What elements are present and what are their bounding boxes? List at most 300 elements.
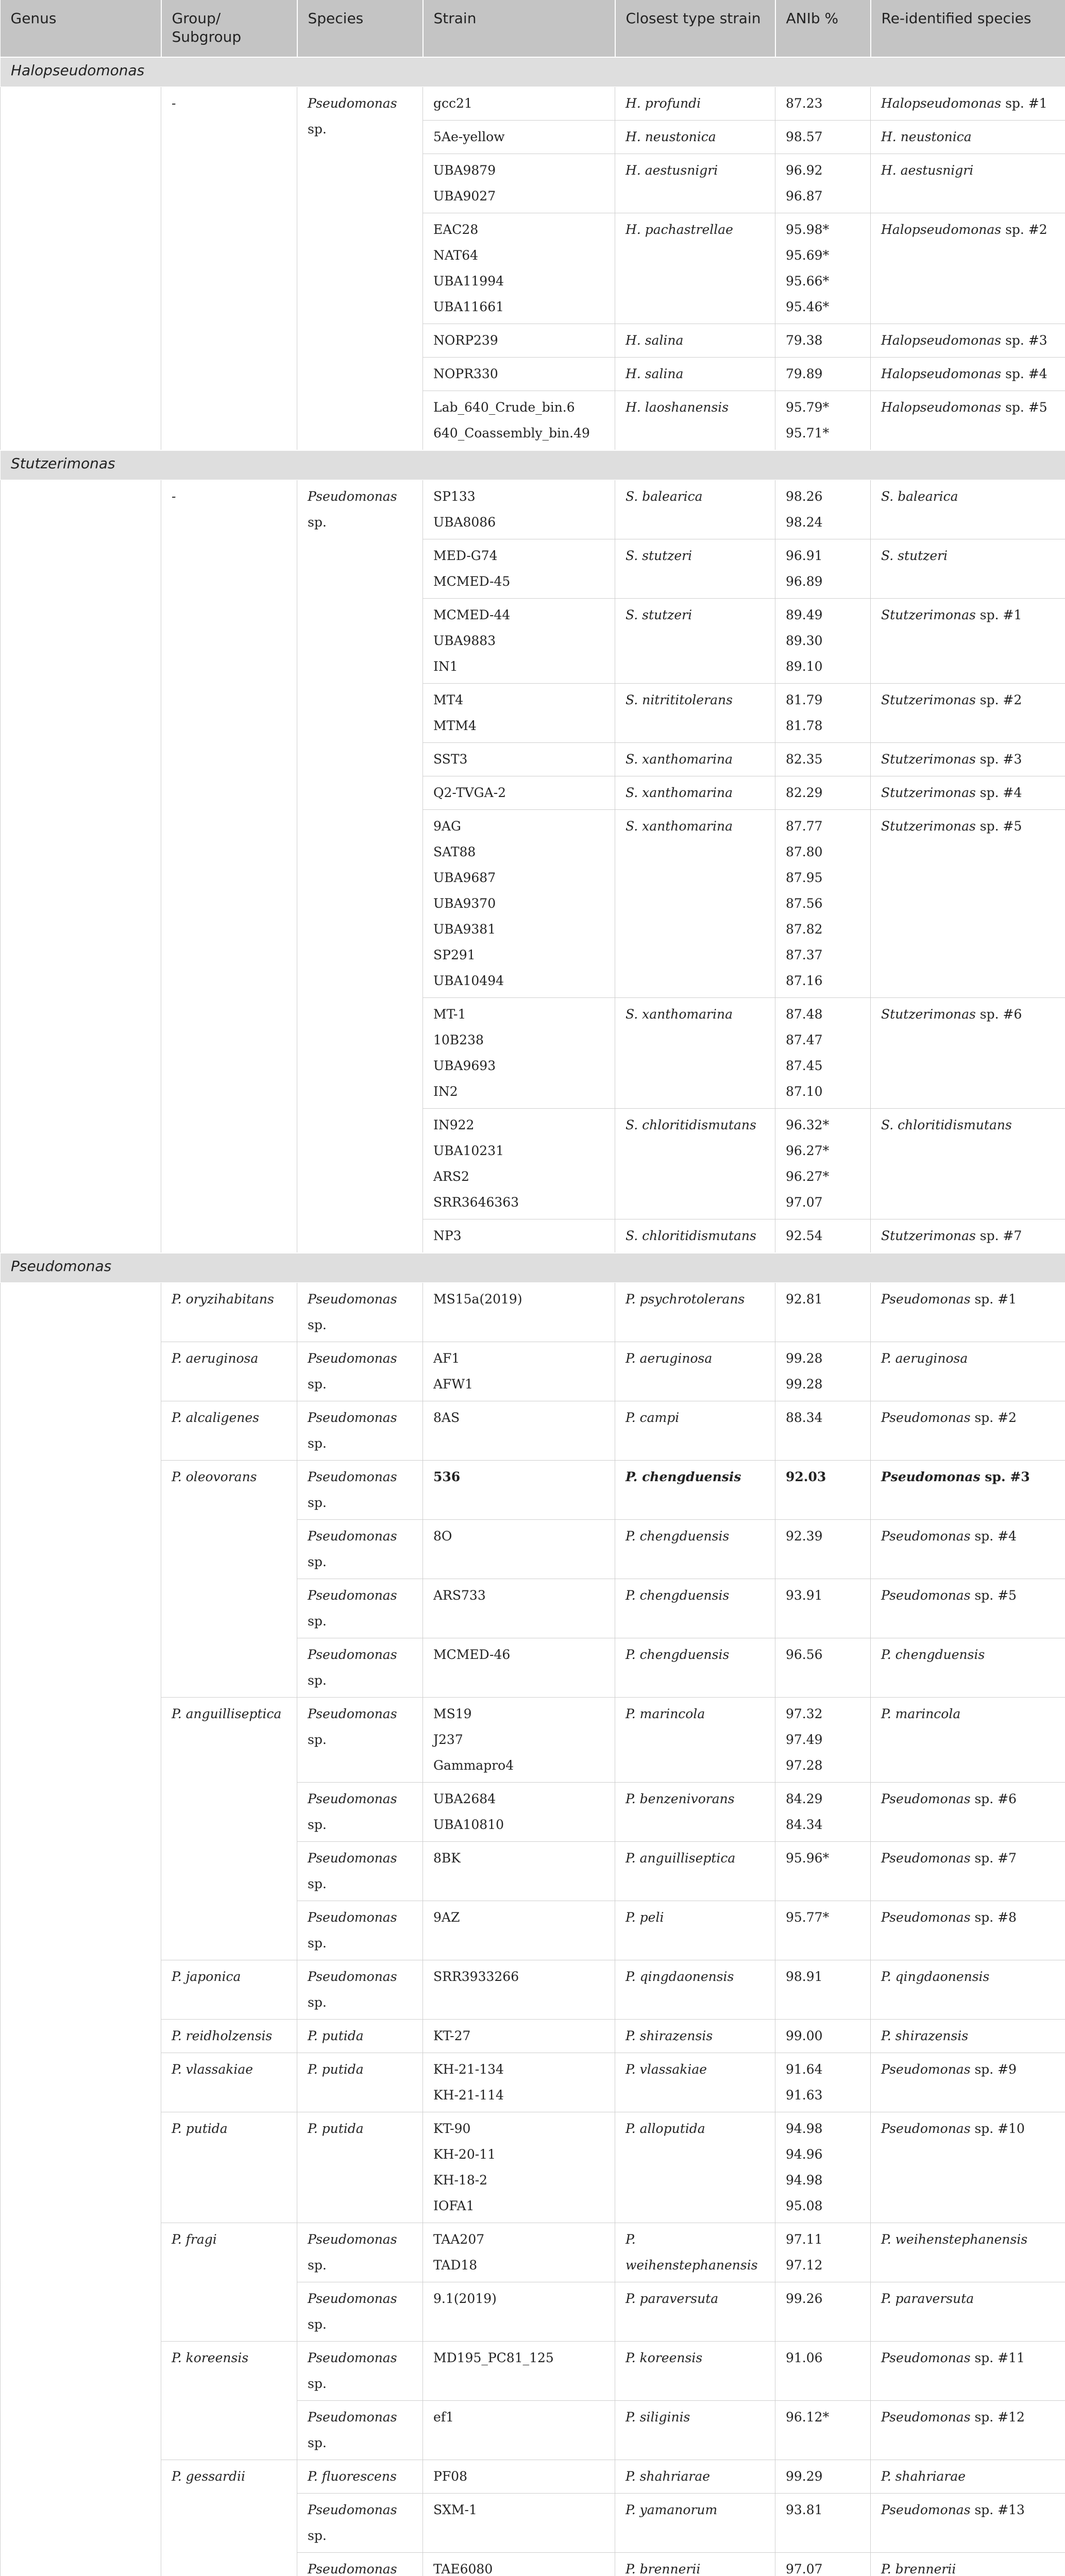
reidentified-species-cell [871,743,1065,776]
strain-cell [423,810,615,998]
anib-cell [775,121,871,154]
reidentified-species-cell [871,2342,1065,2401]
anib-cell-line: 92.81 [786,1292,823,1307]
strain-cell [423,684,615,743]
reidentified-genus-text: Stutzerimonas sp. #7 [881,1228,1022,1243]
anib-cell [775,539,871,599]
anib-cell-line: 91.64 [786,2062,823,2077]
anib-cell-line: 89.49 [786,607,823,622]
column-header: Genus [1,0,161,57]
reidentified-species-cell [871,810,1065,998]
reidentified-genus-text: Pseudomonas sp. #10 [881,2121,1025,2136]
anib-cell-line: 89.10 [786,659,823,674]
anib-cell-line: 87.45 [786,1058,823,1073]
group-cell: P. putida [161,2112,297,2223]
reidentified-species-cell: P. shahriarae [871,2460,1065,2494]
anib-cell-line: 97.49 [786,1732,823,1747]
anib-cell-line: 84.29 [786,1791,823,1806]
species-cell: Pseudomonas sp. [297,2282,423,2342]
strain-cell-line: J237 [433,1732,463,1747]
strain-cell [423,87,615,121]
anib-cell-line: 96.56 [786,1647,823,1662]
reidentified-species-cell: P. brennerii [871,2553,1065,2576]
anib-cell-line: 79.89 [786,366,823,381]
genus-name: Stutzerimonas [1,450,1065,480]
anib-cell-line: 96.87 [786,189,823,204]
anib-cell [775,1638,871,1698]
table-row [1,480,1065,539]
closest-type-strain-cell: P. campi [615,1401,775,1461]
reidentified-genus-text: Pseudomonas sp. #13 [881,2502,1025,2517]
anib-cell [775,1283,871,1342]
anib-cell-line: 82.29 [786,785,823,800]
strain-cell-line: 8AS [433,1410,460,1425]
species-cell: Pseudomonas sp. [297,1698,423,1783]
strain-cell [423,1461,615,1520]
strain-cell-line: UBA9879 [433,163,496,178]
reidentified-species-cell [871,1401,1065,1461]
anib-cell [775,2112,871,2223]
strain-cell [423,2553,615,2576]
strain-cell [423,1520,615,1579]
reidentified-species-cell [871,776,1065,810]
reidentified-species-cell [871,1842,1065,1901]
strain-cell-line: Lab_640_Crude_bin.6 [433,400,575,415]
reidentified-species-cell [871,2401,1065,2460]
species-cell: Pseudomonas sp. [297,480,423,1253]
strain-cell-line: UBA11661 [433,299,504,314]
strain-cell-line: SXM-1 [433,2502,477,2517]
anib-cell-line: 87.48 [786,1007,823,1022]
anib-cell-line: 97.07 [786,1195,823,1210]
anib-cell-line: 87.16 [786,973,823,988]
reidentified-species-cell [871,324,1065,358]
species-cell: Pseudomonas sp. [297,2223,423,2282]
group-cell: P. aeruginosa [161,1342,297,1401]
closest-type-strain-cell: P. weihenstephanensis [615,2223,775,2282]
species-cell: Pseudomonas sp. [297,1960,423,2020]
anib-cell-line: 95.66* [786,274,830,289]
closest-type-strain-cell: P. shirazensis [615,2020,775,2053]
closest-type-strain-cell: P. benzenivorans [615,1783,775,1842]
reidentified-species-cell [871,87,1065,121]
anib-cell-line: 95.71* [786,426,830,440]
strain-cell-line: 9.1(2019) [433,2291,497,2306]
reidentified-genus-text: Pseudomonas sp. #2 [881,1410,1017,1425]
species-cell: Pseudomonas sp. [297,1783,423,1842]
anib-cell [775,998,871,1109]
species-cell: P. fluorescens [297,2460,423,2494]
genus-row [1,57,1065,87]
strain-cell [423,480,615,539]
strain-cell-line: ARS733 [433,1588,486,1603]
closest-type-strain-cell: H. neustonica [615,121,775,154]
anib-cell-line: 87.82 [786,922,823,937]
species-cell: Pseudomonas sp. [297,1461,423,1520]
reidentified-genus-text: Stutzerimonas sp. #4 [881,785,1022,800]
strain-cell-line: IOFA1 [433,2198,475,2213]
strain-cell-line: MTM4 [433,718,477,733]
anib-cell-line: 96.12* [786,2410,830,2425]
closest-type-strain-cell: H. pachastrellae [615,213,775,324]
strain-cell [423,391,615,451]
strain-cell [423,1109,615,1219]
anib-cell [775,1219,871,1253]
species-cell: P. putida [297,2020,423,2053]
strain-cell-line: 9AG [433,819,461,834]
strain-cell-line: Q2-TVGA-2 [433,785,506,800]
closest-type-strain-cell: P. brennerii [615,2553,775,2576]
strain-cell-line: TAE6080 [433,2562,493,2576]
anib-cell-line: 97.12 [786,2258,823,2273]
anib-cell [775,810,871,998]
group-cell: P. koreensis [161,2342,297,2460]
group-cell: P. japonica [161,1960,297,2020]
closest-type-strain-cell: P. alloputida [615,2112,775,2223]
reidentified-genus-text: Pseudomonas sp. #11 [881,2350,1025,2365]
anib-cell [775,2223,871,2282]
reidentified-genus-text: Pseudomonas sp. #1 [881,1292,1017,1307]
reidentified-species-cell [871,599,1065,684]
strain-cell [423,324,615,358]
anib-cell-line: 87.47 [786,1032,823,1047]
strain-cell-line: TAA207 [433,2232,485,2247]
anib-cell-line: 98.24 [786,515,823,530]
reidentified-species-cell: P. marincola [871,1698,1065,1783]
anib-cell-line: 87.80 [786,844,823,859]
closest-type-strain-cell: P. aeruginosa [615,1342,775,1401]
group-cell: P. alcaligenes [161,1401,297,1461]
closest-type-strain-cell: S. xanthomarina [615,810,775,998]
strain-cell-line: EAC28 [433,222,479,237]
closest-type-strain-cell: S. stutzeri [615,539,775,599]
strain-cell-line: MD195_PC81_125 [433,2350,554,2365]
strain-cell-line: AF1 [433,1351,460,1366]
reidentified-species-cell [871,1579,1065,1638]
anib-cell-line: 96.27* [786,1169,830,1184]
reidentified-genus-text: Pseudomonas sp. #12 [881,2410,1025,2425]
strain-cell [423,1219,615,1253]
anib-cell [775,1342,871,1401]
reidentified-species-cell [871,358,1065,391]
anib-cell [775,684,871,743]
strain-cell [423,1638,615,1698]
species-cell: Pseudomonas sp. [297,1579,423,1638]
reidentified-genus-text: Halopseudomonas sp. #3 [881,333,1047,348]
genus-row [1,1253,1065,1283]
strain-cell [423,743,615,776]
closest-type-strain-cell: P. marincola [615,1698,775,1783]
strain-cell-line: SP291 [433,947,476,962]
strain-cell-line: UBA11994 [433,274,504,289]
anib-cell-line: 97.07 [786,2562,823,2576]
anib-cell-line: 87.10 [786,1084,823,1099]
anib-cell-line: 95.46* [786,299,830,314]
reidentified-species-cell: H. neustonica [871,121,1065,154]
anib-cell-line: 87.56 [786,896,823,911]
strain-cell [423,1579,615,1638]
strain-cell-line: MT-1 [433,1007,466,1022]
strain-cell-line: MT4 [433,692,464,707]
species-cell: Pseudomonas sp. [297,1901,423,1960]
strain-cell-line: MS19 [433,1706,472,1721]
column-header: Re-identified species [871,0,1065,57]
closest-type-strain-cell: P. anguilliseptica [615,1842,775,1901]
species-cell: Pseudomonas sp. [297,1842,423,1901]
anib-cell-line: 95.96* [786,1851,830,1866]
strain-cell-line: gcc21 [433,96,472,111]
anib-cell-line: 81.78 [786,718,823,733]
strain-cell [423,998,615,1109]
anib-cell [775,2460,871,2494]
reidentified-species-cell [871,684,1065,743]
strain-cell-line: SRR3646363 [433,1195,519,1210]
anib-cell-line: 87.37 [786,947,823,962]
closest-type-strain-cell: P. koreensis [615,2342,775,2401]
reidentified-species-cell: P. aeruginosa [871,1342,1065,1401]
anib-cell-line: 91.63 [786,2088,823,2103]
closest-type-strain-cell: P. shahriarae [615,2460,775,2494]
group-cell: P. oryzihabitans [161,1283,297,1342]
strain-cell-line: SST3 [433,752,468,767]
strain-cell [423,121,615,154]
group-cell: - [161,480,297,1253]
strain-cell-line: MS15a(2019) [433,1292,522,1307]
anib-cell-line: 98.91 [786,1969,823,1984]
anib-cell-line: 98.26 [786,489,823,504]
column-header: Group/ Subgroup [161,0,297,57]
anib-cell-line: 97.11 [786,2232,823,2247]
strain-cell-line: KH-21-134 [433,2062,504,2077]
reidentified-genus-text: Halopseudomonas sp. #4 [881,366,1047,381]
group-cell: P. fragi [161,2223,297,2342]
species-cell: Pseudomonas sp. [297,1342,423,1401]
strain-cell [423,1698,615,1783]
strain-cell [423,2020,615,2053]
strain-cell [423,154,615,213]
anib-cell-line: 87.77 [786,819,823,834]
anib-cell-line: 87.95 [786,870,823,885]
strain-cell [423,2401,615,2460]
strain-cell [423,1783,615,1842]
closest-type-strain-cell: P. vlassakiae [615,2053,775,2112]
strain-cell-line: TAD18 [433,2258,478,2273]
anib-cell-line: 89.30 [786,633,823,648]
anib-cell-line: 97.32 [786,1706,823,1721]
reidentified-genus-text: Stutzerimonas sp. #5 [881,819,1022,834]
table-row [1,1283,1065,1342]
strain-cell-line: UBA9381 [433,922,496,937]
strain-cell [423,2223,615,2282]
closest-type-strain-cell: S. xanthomarina [615,998,775,1109]
strain-cell-line: UBA9883 [433,633,496,648]
reidentified-species-cell: P. weihenstephanensis [871,2223,1065,2282]
strain-cell [423,1842,615,1901]
closest-type-strain-cell: P. qingdaonensis [615,1960,775,2020]
strain-cell [423,2494,615,2553]
strain-cell [423,358,615,391]
strain-cell [423,2342,615,2401]
group-cell: - [161,87,297,451]
strain-cell-line: 10B238 [433,1032,484,1047]
genus-name: Pseudomonas [1,1253,1065,1283]
anib-cell [775,1109,871,1219]
species-cell: Pseudomonas sp. [297,87,423,451]
reidentified-genus-text: Pseudomonas sp. #7 [881,1851,1017,1866]
anib-cell-line: 93.81 [786,2502,823,2517]
anib-cell-line: 95.79* [786,400,830,415]
reidentified-species-cell [871,1783,1065,1842]
genus-cell [1,480,161,1253]
reidentified-genus-text: Pseudomonas sp. #3 [881,1469,1030,1484]
anib-cell [775,1579,871,1638]
closest-type-strain-cell: H. aestusnigri [615,154,775,213]
anib-cell [775,154,871,213]
anib-cell-line: 81.79 [786,692,823,707]
reidentified-species-cell [871,2494,1065,2553]
strain-cell [423,2112,615,2223]
reidentified-species-cell: P. qingdaonensis [871,1960,1065,2020]
strain-cell-line: NORP239 [433,333,498,348]
reidentified-species-cell: P. chengduensis [871,1638,1065,1698]
anib-cell [775,391,871,451]
reidentified-genus-text: Pseudomonas sp. #9 [881,2062,1017,2077]
strain-cell [423,2282,615,2342]
anib-cell-line: 95.77* [786,1910,830,1925]
anib-cell [775,358,871,391]
closest-type-strain-cell: H. profundi [615,87,775,121]
reidentified-species-cell [871,391,1065,451]
closest-type-strain-cell: P. psychrotolerans [615,1283,775,1342]
anib-cell [775,480,871,539]
strain-cell-line: 8O [433,1529,452,1544]
reidentified-genus-text: Halopseudomonas sp. #5 [881,400,1047,415]
strain-cell-line: 8BK [433,1851,461,1866]
species-cell: P. putida [297,2112,423,2223]
strain-cell [423,776,615,810]
anib-cell-line: 96.27* [786,1143,830,1158]
group-cell: P. gessardii [161,2460,297,2576]
anib-cell-line: 88.34 [786,1410,823,1425]
closest-type-strain-cell: S. stutzeri [615,599,775,684]
group-cell: P. oleovorans [161,1461,297,1698]
strain-cell-line: 9AZ [433,1910,460,1925]
strain-cell-line: 640_Coassembly_bin.49 [433,426,590,440]
anib-cell-line: 96.89 [786,574,823,589]
anib-cell-line: 94.96 [786,2147,823,2162]
strain-cell-line: ARS2 [433,1169,469,1184]
anib-cell-line: 95.98* [786,222,830,237]
reidentified-genus-text: Pseudomonas sp. #5 [881,1588,1017,1603]
anib-cell [775,1698,871,1783]
strain-cell-line: PF08 [433,2469,467,2484]
strain-cell-line: UBA9370 [433,896,496,911]
table-header-row [1,0,1065,57]
anib-cell-line: 96.91 [786,548,823,563]
strain-cell-line: KT-27 [433,2028,471,2043]
anib-cell [775,2282,871,2342]
anib-cell [775,2342,871,2401]
species-cell: Pseudomonas sp. [297,1401,423,1461]
closest-type-strain-cell: H. salina [615,324,775,358]
strain-cell-line: Gammapro4 [433,1758,514,1773]
strain-cell [423,539,615,599]
reidentified-species-cell [871,2053,1065,2112]
anib-cell-line: 95.69* [786,248,830,263]
strain-cell-line: NOPR330 [433,366,498,381]
anib-cell-line: 96.32* [786,1117,830,1132]
column-header: ANIb % [775,0,871,57]
genus-row [1,450,1065,480]
anib-cell-line: 99.28 [786,1377,823,1392]
strain-cell-line: NP3 [433,1228,462,1243]
anib-cell-line: 99.29 [786,2469,823,2484]
closest-type-strain-cell: P. siliginis [615,2401,775,2460]
species-cell: Pseudomonas sp. [297,1638,423,1698]
reidentified-species-cell [871,213,1065,324]
anib-cell-line: 98.57 [786,129,823,144]
closest-type-strain-cell: P. chengduensis [615,1638,775,1698]
reidentified-species-cell: H. aestusnigri [871,154,1065,213]
strain-cell [423,1342,615,1401]
closest-type-strain-cell: P. chengduensis [615,1461,775,1520]
anib-cell-line: 84.34 [786,1817,823,1832]
column-header: Closest type strain [615,0,775,57]
species-cell: Pseudomonas sp. [297,1283,423,1342]
strain-cell [423,2053,615,2112]
anib-cell-line: 99.26 [786,2291,823,2306]
strain-cell-line: 536 [433,1469,461,1484]
reidentified-species-cell [871,1283,1065,1342]
closest-type-strain-cell: P. peli [615,1901,775,1960]
strain-cell-line: IN1 [433,659,458,674]
strain-cell-line: UBA2684 [433,1791,496,1806]
strain-cell-line: IN922 [433,1117,475,1132]
closest-type-strain-cell: H. salina [615,358,775,391]
anib-cell [775,1401,871,1461]
strain-cell-line: UBA10494 [433,973,504,988]
anib-cell [775,1960,871,2020]
anib-cell [775,1842,871,1901]
strain-cell-line: NAT64 [433,248,479,263]
strain-cell-line: UBA10231 [433,1143,504,1158]
strain-cell-line: UBA9693 [433,1058,496,1073]
closest-type-strain-cell: P. chengduensis [615,1520,775,1579]
anib-cell [775,599,871,684]
anib-cell-line: 94.98 [786,2121,823,2136]
strain-cell [423,599,615,684]
reidentified-genus-text: Stutzerimonas sp. #2 [881,692,1022,707]
anib-cell [775,213,871,324]
species-cell: Pseudomonas [297,2553,423,2576]
reidentified-species-cell [871,2112,1065,2223]
anib-cell-line: 79.38 [786,333,823,348]
closest-type-strain-cell: S. xanthomarina [615,743,775,776]
strain-cell-line: AFW1 [433,1377,474,1392]
strain-cell-line: UBA9027 [433,189,496,204]
anib-cell [775,2053,871,2112]
anib-cell-line: 91.06 [786,2350,823,2365]
strain-cell-line: KH-18-2 [433,2173,488,2188]
reidentified-genus-text: Halopseudomonas sp. #1 [881,96,1047,111]
anib-cell-line: 97.28 [786,1758,823,1773]
strain-cell-line: MCMED-44 [433,607,511,622]
reidentified-species-cell [871,1461,1065,1520]
genus-cell [1,87,161,451]
genus-cell [1,1283,161,2576]
anib-cell [775,87,871,121]
anib-cell [775,2494,871,2553]
